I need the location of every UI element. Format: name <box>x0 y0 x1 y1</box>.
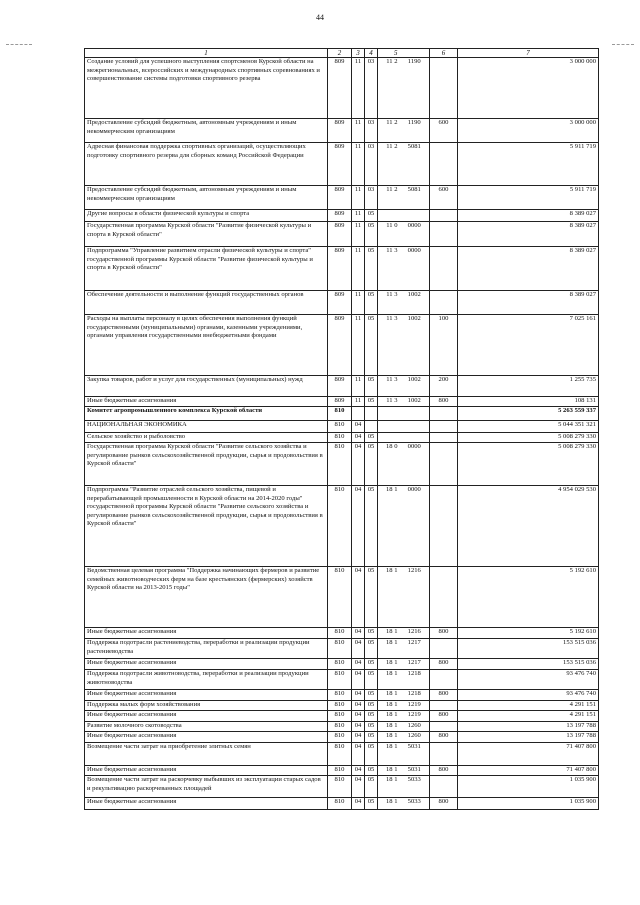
row-c5b-cell: 5081 <box>400 186 430 210</box>
table-row <box>85 486 599 567</box>
row-c7-cell: 5 263 559 337 <box>458 407 599 421</box>
row-c7-cell: 5 911 719 <box>458 143 599 186</box>
header-cell: 3 <box>352 49 365 58</box>
row-c2-cell: 809 <box>328 315 352 376</box>
row-c5a-cell: 11 0 <box>378 222 400 247</box>
row-c7-cell: 93 476 740 <box>458 670 599 690</box>
row-c2-cell: 810 <box>328 766 352 776</box>
row-c3-cell: 11 <box>352 247 365 291</box>
row-c5b-cell: 5031 <box>400 743 430 766</box>
row-c5b-cell: 1216 <box>400 567 430 628</box>
row-c4-cell: 05 <box>365 210 378 222</box>
row-c6-cell <box>430 421 458 433</box>
row-c3-cell: 04 <box>352 433 365 443</box>
row-c7-cell: 13 197 788 <box>458 722 599 732</box>
row-c7-cell: 5 044 351 321 <box>458 421 599 433</box>
row-name-cell: Другие вопросы в области физической культуры и спорта <box>85 210 328 222</box>
row-c5a-cell: 18 1 <box>378 659 400 670</box>
row-c2-cell: 809 <box>328 397 352 407</box>
table-row <box>85 690 599 701</box>
row-c3-cell: 11 <box>352 222 365 247</box>
row-c7-cell: 71 407 800 <box>458 766 599 776</box>
row-c4-cell: 05 <box>365 711 378 722</box>
row-c7-cell: 8 389 027 <box>458 210 599 222</box>
row-c5a-cell: 18 1 <box>378 486 400 567</box>
row-name-cell: Поддержка подотрасли животноводства, переработки и реализации продукции животноводства <box>85 670 328 690</box>
row-c7-cell: 4 291 151 <box>458 711 599 722</box>
row-c2-cell: 810 <box>328 407 352 421</box>
row-c6-cell: 800 <box>430 397 458 407</box>
row-c4-cell: 05 <box>365 798 378 810</box>
table-row <box>85 659 599 670</box>
table-row <box>85 722 599 732</box>
table-row <box>85 291 599 315</box>
row-c5a-cell: 18 1 <box>378 670 400 690</box>
row-name-cell: Предоставление субсидий бюджетным, автономным учреждениям и иным некоммерческим организациям <box>85 119 328 143</box>
row-c6-cell <box>430 486 458 567</box>
row-c6-cell: 600 <box>430 119 458 143</box>
row-name-cell: Обеспечение деятельности и выполнение функций государственных органов <box>85 291 328 315</box>
header-row <box>85 49 599 58</box>
budget-table <box>84 48 599 810</box>
header-cell: 7 <box>458 49 599 58</box>
row-c4-cell: 05 <box>365 433 378 443</box>
row-c5a-cell: 11 3 <box>378 247 400 291</box>
row-c5b-cell: 0000 <box>400 486 430 567</box>
row-name-cell: Предоставление субсидий бюджетным, автономным учреждениям и иным некоммерческим организациям <box>85 186 328 210</box>
row-c2-cell: 809 <box>328 210 352 222</box>
row-c5b-cell: 5031 <box>400 766 430 776</box>
table-row <box>85 143 599 186</box>
row-c6-cell: 800 <box>430 732 458 743</box>
header-cell: 1 <box>85 49 328 58</box>
row-c7-cell: 153 515 036 <box>458 639 599 659</box>
table-row <box>85 210 599 222</box>
row-c5b-cell: 1002 <box>400 376 430 397</box>
row-c2-cell: 809 <box>328 58 352 119</box>
row-c3-cell: 04 <box>352 798 365 810</box>
row-c5b-cell <box>400 407 430 421</box>
row-c3-cell: 11 <box>352 58 365 119</box>
table-row <box>85 701 599 711</box>
row-c3-cell: 04 <box>352 743 365 766</box>
row-c7-cell: 5 911 719 <box>458 186 599 210</box>
row-c5b-cell: 0000 <box>400 222 430 247</box>
row-c5a-cell: 18 1 <box>378 766 400 776</box>
row-c6-cell: 800 <box>430 628 458 639</box>
row-c7-cell: 8 389 027 <box>458 247 599 291</box>
row-c4-cell: 05 <box>365 247 378 291</box>
row-c6-cell: 100 <box>430 315 458 376</box>
row-c6-cell <box>430 143 458 186</box>
row-c4-cell: 03 <box>365 186 378 210</box>
table-row <box>85 119 599 143</box>
row-c5b-cell: 5033 <box>400 798 430 810</box>
row-c2-cell: 809 <box>328 222 352 247</box>
row-c2-cell: 810 <box>328 433 352 443</box>
header-cell: 6 <box>430 49 458 58</box>
row-c6-cell: 800 <box>430 659 458 670</box>
row-c5a-cell: 18 1 <box>378 722 400 732</box>
header-cell: 5 <box>378 49 400 58</box>
row-c5b-cell: 1260 <box>400 732 430 743</box>
row-c3-cell: 11 <box>352 291 365 315</box>
row-c4-cell: 05 <box>365 291 378 315</box>
row-c7-cell: 5 008 279 330 <box>458 433 599 443</box>
row-c5b-cell: 1219 <box>400 701 430 711</box>
header-cell: 4 <box>365 49 378 58</box>
row-c5a-cell: 18 1 <box>378 711 400 722</box>
row-c5a-cell: 18 1 <box>378 776 400 798</box>
row-c4-cell <box>365 407 378 421</box>
row-c5a-cell: 18 1 <box>378 567 400 628</box>
row-c2-cell: 810 <box>328 722 352 732</box>
row-c2-cell: 810 <box>328 690 352 701</box>
row-c5a-cell <box>378 433 400 443</box>
table-row <box>85 743 599 766</box>
row-c5a-cell: 18 1 <box>378 690 400 701</box>
row-c7-cell: 3 000 000 <box>458 119 599 143</box>
row-c2-cell: 810 <box>328 798 352 810</box>
table-row <box>85 776 599 798</box>
row-c2-cell: 810 <box>328 743 352 766</box>
row-name-cell: Сельское хозяйство и рыболовство <box>85 433 328 443</box>
row-c7-cell: 5 192 610 <box>458 567 599 628</box>
row-c3-cell: 04 <box>352 722 365 732</box>
row-c5a-cell: 11 2 <box>378 58 400 119</box>
row-c3-cell: 04 <box>352 776 365 798</box>
row-name-cell: Поддержка малых форм хозяйствования <box>85 701 328 711</box>
row-c2-cell: 810 <box>328 567 352 628</box>
row-name-cell: Иные бюджетные ассигнования <box>85 690 328 701</box>
row-c5b-cell: 0000 <box>400 443 430 486</box>
table-row <box>85 376 599 397</box>
row-c2-cell: 809 <box>328 247 352 291</box>
row-c7-cell: 4 954 029 530 <box>458 486 599 567</box>
row-c3-cell: 11 <box>352 315 365 376</box>
row-c2-cell: 809 <box>328 291 352 315</box>
row-c3-cell: 04 <box>352 628 365 639</box>
row-c4-cell: 05 <box>365 443 378 486</box>
row-c5b-cell: 1217 <box>400 639 430 659</box>
table-row <box>85 732 599 743</box>
table-row <box>85 58 599 119</box>
table-row <box>85 186 599 210</box>
row-c4-cell: 05 <box>365 376 378 397</box>
row-c5b-cell: 5081 <box>400 143 430 186</box>
row-c3-cell <box>352 407 365 421</box>
row-c7-cell: 5 192 610 <box>458 628 599 639</box>
row-c4-cell: 05 <box>365 766 378 776</box>
row-c5b-cell: 1190 <box>400 119 430 143</box>
row-c5b-cell: 1002 <box>400 397 430 407</box>
row-c5a-cell: 18 1 <box>378 798 400 810</box>
row-c7-cell: 1 255 735 <box>458 376 599 397</box>
row-name-cell: Иные бюджетные ассигнования <box>85 628 328 639</box>
row-c4-cell: 05 <box>365 670 378 690</box>
row-c5a-cell: 18 1 <box>378 628 400 639</box>
table-row <box>85 711 599 722</box>
row-c2-cell: 810 <box>328 711 352 722</box>
row-c3-cell: 04 <box>352 639 365 659</box>
row-c3-cell: 11 <box>352 186 365 210</box>
row-c6-cell <box>430 407 458 421</box>
row-c4-cell: 05 <box>365 639 378 659</box>
row-c3-cell: 04 <box>352 670 365 690</box>
row-c7-cell: 3 000 000 <box>458 58 599 119</box>
table-row <box>85 315 599 376</box>
row-c2-cell: 810 <box>328 732 352 743</box>
row-name-cell: Поддержка подотрасли растениеводства, переработки и реализации продукции растениеводства <box>85 639 328 659</box>
row-c4-cell: 05 <box>365 628 378 639</box>
row-c2-cell: 810 <box>328 639 352 659</box>
row-c2-cell: 810 <box>328 670 352 690</box>
row-c6-cell <box>430 210 458 222</box>
row-c4-cell: 03 <box>365 58 378 119</box>
row-c4-cell: 05 <box>365 701 378 711</box>
row-c5a-cell <box>378 421 400 433</box>
row-c4-cell: 05 <box>365 315 378 376</box>
row-name-cell: Иные бюджетные ассигнования <box>85 732 328 743</box>
row-c4-cell: 05 <box>365 567 378 628</box>
row-c5b-cell: 0000 <box>400 247 430 291</box>
row-c6-cell <box>430 222 458 247</box>
table-row <box>85 639 599 659</box>
row-c2-cell: 809 <box>328 186 352 210</box>
row-c6-cell <box>430 247 458 291</box>
row-c7-cell: 8 389 027 <box>458 222 599 247</box>
row-c5a-cell: 11 2 <box>378 143 400 186</box>
scan-edge-mark-right <box>612 44 634 45</box>
table-row <box>85 433 599 443</box>
row-c5b-cell: 5033 <box>400 776 430 798</box>
row-c5b-cell: 1217 <box>400 659 430 670</box>
row-name-cell: Иные бюджетные ассигнования <box>85 659 328 670</box>
row-c5b-cell: 1002 <box>400 291 430 315</box>
row-c5b-cell: 1216 <box>400 628 430 639</box>
row-c6-cell: 800 <box>430 766 458 776</box>
row-c7-cell: 4 291 151 <box>458 701 599 711</box>
table-row <box>85 443 599 486</box>
scan-edge-mark-left <box>6 44 32 45</box>
row-name-cell: Расходы на выплаты персоналу в целях обеспечения выполнения функций государственными (муниципальными) органами, казенными учреждениями, органами управления государственными внебюджетными фондами <box>85 315 328 376</box>
row-c7-cell: 153 515 036 <box>458 659 599 670</box>
row-name-cell: Государственная программа Курской области "Развитие физической культуры и спорта в Курской области" <box>85 222 328 247</box>
row-c3-cell: 04 <box>352 421 365 433</box>
row-c7-cell: 5 008 279 330 <box>458 443 599 486</box>
row-c6-cell: 800 <box>430 798 458 810</box>
row-name-cell: Иные бюджетные ассигнования <box>85 766 328 776</box>
row-c3-cell: 11 <box>352 397 365 407</box>
row-c7-cell: 7 025 161 <box>458 315 599 376</box>
table-row <box>85 670 599 690</box>
row-c5a-cell: 18 1 <box>378 732 400 743</box>
row-c5a-cell: 11 2 <box>378 186 400 210</box>
row-c5a-cell: 18 1 <box>378 701 400 711</box>
table-row <box>85 397 599 407</box>
header-cell: 2 <box>328 49 352 58</box>
row-name-cell: Комитет агропромышленного комплекса Курской области <box>85 407 328 421</box>
row-c2-cell: 810 <box>328 421 352 433</box>
row-c4-cell <box>365 421 378 433</box>
row-name-cell: Ведомственная целевая программа "Поддержка начинающих фермеров и развитие семейных животноводческих ферм на базе крестьянских (фермерских) хозяйств Курской области на 2013-2015 годы" <box>85 567 328 628</box>
row-c7-cell: 93 476 740 <box>458 690 599 701</box>
row-c3-cell: 04 <box>352 690 365 701</box>
row-c6-cell <box>430 722 458 732</box>
row-name-cell: Подпрограмма "Развитие отраслей сельского хозяйства, пищевой и перерабатывающей промышленности в Курской области на 2014-2020 годы" государственной программы Курской области "Развитие сельского хозяйства и регулирование рынков сельскохозяйственной продукции, сырья и продовольствия в Курской области" <box>85 486 328 567</box>
row-c4-cell: 05 <box>365 690 378 701</box>
row-c2-cell: 810 <box>328 628 352 639</box>
table-row <box>85 247 599 291</box>
row-c5b-cell <box>400 433 430 443</box>
page-number: 44 <box>316 13 324 22</box>
row-c3-cell: 11 <box>352 210 365 222</box>
row-c5a-cell: 11 2 <box>378 119 400 143</box>
row-c4-cell: 05 <box>365 486 378 567</box>
row-c3-cell: 04 <box>352 443 365 486</box>
row-c2-cell: 810 <box>328 701 352 711</box>
row-c6-cell <box>430 743 458 766</box>
row-c5a-cell: 11 3 <box>378 315 400 376</box>
row-c4-cell: 05 <box>365 722 378 732</box>
row-name-cell: Закупка товаров, работ и услуг для государственных (муниципальных) нужд <box>85 376 328 397</box>
row-c2-cell: 810 <box>328 443 352 486</box>
row-name-cell: Развитие молочного скотоводства <box>85 722 328 732</box>
row-c3-cell: 04 <box>352 766 365 776</box>
row-name-cell: Адресная финансовая поддержка спортивных организаций, осуществляющих подготовку спортивного резерва для сборных команд Российской Федерации <box>85 143 328 186</box>
row-c6-cell <box>430 567 458 628</box>
row-name-cell: Создание условий для успешного выступления спортсменов Курской области на межрегиональных, всероссийских и международных спортивных соревнованиях и совершенствование системы подготовки спортивного резерва <box>85 58 328 119</box>
row-c5b-cell <box>400 210 430 222</box>
table-row <box>85 421 599 433</box>
row-c5a-cell: 18 1 <box>378 743 400 766</box>
row-c5a-cell: 18 1 <box>378 639 400 659</box>
row-c3-cell: 11 <box>352 119 365 143</box>
row-c3-cell: 04 <box>352 732 365 743</box>
row-c2-cell: 810 <box>328 776 352 798</box>
row-c5a-cell: 11 3 <box>378 291 400 315</box>
row-c7-cell: 13 197 788 <box>458 732 599 743</box>
row-c3-cell: 04 <box>352 711 365 722</box>
row-c3-cell: 04 <box>352 659 365 670</box>
row-c3-cell: 04 <box>352 486 365 567</box>
row-c6-cell: 800 <box>430 690 458 701</box>
row-c4-cell: 03 <box>365 143 378 186</box>
row-c7-cell: 8 389 027 <box>458 291 599 315</box>
row-c5a-cell: 18 0 <box>378 443 400 486</box>
row-c7-cell: 108 131 <box>458 397 599 407</box>
row-c2-cell: 809 <box>328 119 352 143</box>
row-name-cell: Государственная программа Курской области "Развитие сельского хозяйства и регулирование рынков сельскохозяйственной продукции, сырья и продовольствия в Курской области" <box>85 443 328 486</box>
header-cell <box>400 49 430 58</box>
table-row <box>85 407 599 421</box>
row-c3-cell: 11 <box>352 143 365 186</box>
table-row <box>85 766 599 776</box>
row-c6-cell: 200 <box>430 376 458 397</box>
row-c6-cell <box>430 443 458 486</box>
row-c6-cell <box>430 291 458 315</box>
row-c5b-cell: 1218 <box>400 690 430 701</box>
row-c5b-cell: 1260 <box>400 722 430 732</box>
row-c6-cell <box>430 701 458 711</box>
row-c5b-cell <box>400 421 430 433</box>
row-c5a-cell <box>378 210 400 222</box>
row-name-cell: Возмещение части затрат на приобретение элитных семян <box>85 743 328 766</box>
row-c7-cell: 1 035 900 <box>458 798 599 810</box>
row-c2-cell: 810 <box>328 486 352 567</box>
row-c6-cell: 800 <box>430 711 458 722</box>
row-name-cell: НАЦИОНАЛЬНАЯ ЭКОНОМИКА <box>85 421 328 433</box>
row-c5a-cell: 11 3 <box>378 376 400 397</box>
row-c6-cell <box>430 639 458 659</box>
table-row <box>85 628 599 639</box>
row-c3-cell: 11 <box>352 376 365 397</box>
row-c4-cell: 05 <box>365 776 378 798</box>
row-c5a-cell <box>378 407 400 421</box>
row-c5b-cell: 1190 <box>400 58 430 119</box>
row-c6-cell <box>430 433 458 443</box>
row-c6-cell <box>430 670 458 690</box>
row-c6-cell: 600 <box>430 186 458 210</box>
row-c3-cell: 04 <box>352 701 365 711</box>
row-name-cell: Возмещение части затрат на раскорчевку выбывших из эксплуатации старых садов и рекультивацию раскорчеванных площадей <box>85 776 328 798</box>
table-row <box>85 222 599 247</box>
row-c4-cell: 05 <box>365 732 378 743</box>
row-c4-cell: 05 <box>365 222 378 247</box>
row-name-cell: Иные бюджетные ассигнования <box>85 711 328 722</box>
row-c7-cell: 1 035 900 <box>458 776 599 798</box>
row-c2-cell: 810 <box>328 659 352 670</box>
row-c7-cell: 71 407 800 <box>458 743 599 766</box>
row-c4-cell: 05 <box>365 743 378 766</box>
row-name-cell: Иные бюджетные ассигнования <box>85 397 328 407</box>
row-c6-cell <box>430 58 458 119</box>
table-row <box>85 567 599 628</box>
row-name-cell: Иные бюджетные ассигнования <box>85 798 328 810</box>
row-c2-cell: 809 <box>328 376 352 397</box>
row-c4-cell: 05 <box>365 659 378 670</box>
row-c5b-cell: 1002 <box>400 315 430 376</box>
row-c2-cell: 809 <box>328 143 352 186</box>
row-c3-cell: 04 <box>352 567 365 628</box>
row-c5a-cell: 11 3 <box>378 397 400 407</box>
row-c5b-cell: 1219 <box>400 711 430 722</box>
row-c5b-cell: 1218 <box>400 670 430 690</box>
table-row <box>85 798 599 810</box>
row-c6-cell <box>430 776 458 798</box>
row-c4-cell: 05 <box>365 397 378 407</box>
row-name-cell: Подпрограмма "Управление развитием отрасли физической культуры и спорта" государственной программы Курской области "Развитие физической культуры и спорта в Курской области" <box>85 247 328 291</box>
row-c4-cell: 03 <box>365 119 378 143</box>
